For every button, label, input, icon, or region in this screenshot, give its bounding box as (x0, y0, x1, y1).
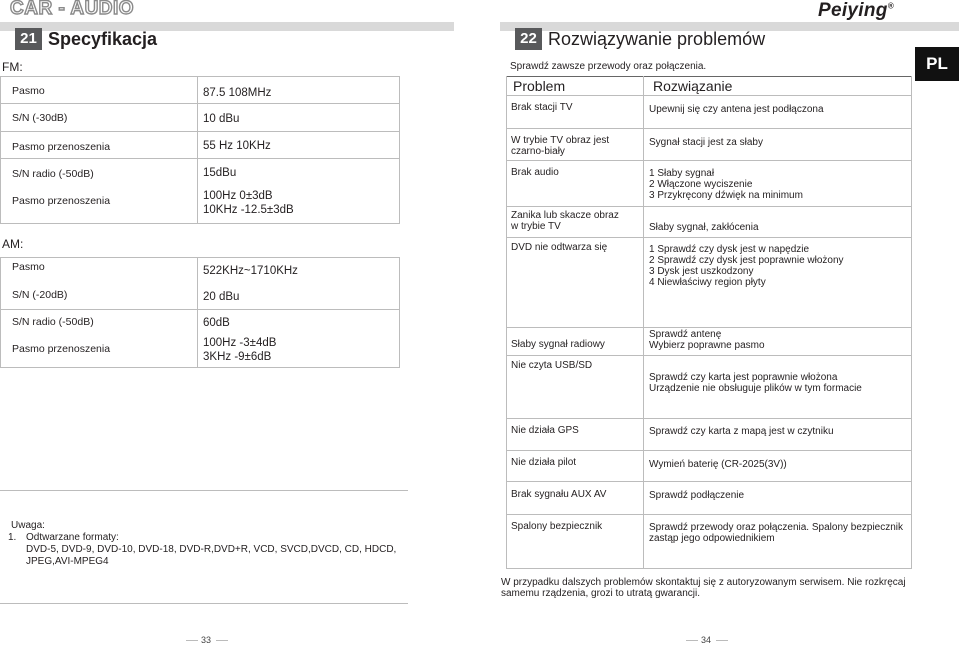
table-line (506, 514, 912, 515)
table-line (506, 418, 912, 419)
notes-divider (0, 603, 408, 604)
spec-label: Pasmo przenoszenia (12, 195, 111, 207)
solution-cell: Sprawdź podłączenie (649, 490, 745, 501)
table-line (506, 237, 912, 238)
header-title: CAR - AUDIO (10, 0, 135, 19)
solution-cell: Sprawdź przewody oraz połączenia. Spalony bezpiecznik zastąp jego odpowiednikiem (649, 522, 904, 544)
spec-label: S/N radio (-50dB) (12, 316, 94, 328)
spec-label: S/N radio (-50dB) (12, 168, 94, 180)
table-line (506, 76, 507, 568)
problem-cell: Brak sygnału AUX AV (511, 489, 607, 500)
spec-value: 100Hz 0±3dB 10KHz -12.5±3dB (203, 190, 294, 216)
problem-cell: Nie czyta USB/SD (511, 360, 593, 371)
page-number-dash (716, 640, 728, 641)
problem-cell: Brak stacji TV (511, 102, 573, 113)
notes-number: 1. (8, 532, 17, 543)
table-line (506, 160, 912, 161)
spec-line (0, 257, 1, 367)
solution-cell: Wymień baterię (CR-2025(3V)) (649, 459, 787, 470)
solution-cell: 1 Słaby sygnał 2 Włączone wyciszenie 3 Przykręcony dźwięk na minimum (649, 168, 803, 201)
spec-label: Pasmo przenoszenia (12, 141, 111, 153)
solution-cell: Sprawdź antenę Wybierz poprawne pasmo (649, 329, 765, 351)
problem-cell: Nie działa GPS (511, 425, 579, 436)
section-title-spec: Specyfikacja (48, 29, 158, 49)
table-line (643, 76, 644, 568)
spec-value: 60dB (203, 317, 230, 329)
column-header-problem: Problem (513, 78, 566, 94)
table-line (506, 95, 912, 96)
spec-value: 10 dBu (203, 113, 240, 125)
spec-line (0, 76, 400, 77)
spec-line (197, 257, 198, 367)
spec-line (0, 131, 400, 132)
problem-cell: Brak audio (511, 167, 559, 178)
solution-cell: Słaby sygnał, zakłócenia (649, 222, 759, 233)
spec-label: S/N (-30dB) (12, 112, 68, 124)
table-line (506, 128, 912, 129)
spec-line (0, 76, 1, 223)
spec-value: 100Hz -3±4dB 3KHz -9±6dB (203, 337, 277, 363)
problem-cell: DVD nie odtwarza się (511, 242, 608, 253)
solution-cell: 1 Sprawdź czy dysk jest w napędzie 2 Sprawdź czy dysk jest poprawnie włożony 3 Dysk jest uszkodzony 4 Niewłaściwy region płyty (649, 244, 844, 288)
spec-value: 87.5 108MHz (203, 87, 272, 99)
section-number-21: 21 (15, 28, 42, 50)
spec-line (0, 158, 400, 159)
table-line (506, 568, 912, 569)
spec-line (399, 257, 400, 367)
solution-cell: Sprawdź czy karta jest poprawnie włożona Urządzenie nie obsługuje plików w tym formacie (649, 372, 862, 394)
spec-label: Pasmo przenoszenia (12, 343, 111, 355)
intro-text: Sprawdź zawsze przewody oraz połączenia. (510, 61, 707, 72)
notes-title: Uwaga: (11, 520, 45, 531)
spec-label: S/N (-20dB) (12, 289, 68, 301)
problem-cell: Spalony bezpiecznik (511, 521, 603, 532)
notes-line: Odtwarzane formaty: (26, 532, 119, 543)
solution-cell: Sprawdź czy karta z mapą jest w czytniku (649, 426, 834, 437)
spec-value: 55 Hz 10KHz (203, 140, 271, 152)
spec-label: Pasmo (12, 85, 45, 97)
spec-value: 20 dBu (203, 291, 240, 303)
am-label: AM: (2, 237, 24, 251)
column-header-solution: Rozwiązanie (653, 78, 733, 94)
spec-line (0, 103, 400, 104)
solution-cell: Upewnij się czy antena jest podłączona (649, 104, 824, 115)
table-line (506, 355, 912, 356)
problem-cell: Słaby sygnał radiowy (511, 339, 605, 350)
spec-value: 15dBu (203, 167, 237, 179)
section-title-troubleshooting: Rozwiązywanie problemów (548, 29, 766, 49)
page-number-dash (216, 640, 228, 641)
spec-line (0, 257, 400, 258)
page-number-dash (186, 640, 198, 641)
problem-cell: Zanika lub skacze obraz w trybie TV (511, 210, 619, 232)
fm-label: FM: (2, 60, 23, 74)
table-line (506, 206, 912, 207)
table-line (506, 481, 912, 482)
language-tab: PL (915, 47, 959, 81)
table-line (506, 450, 912, 451)
problem-cell: Nie działa pilot (511, 457, 577, 468)
page-number-left: 33 (201, 635, 212, 645)
table-line (911, 76, 912, 568)
spec-value: 522KHz~1710KHz (203, 265, 298, 277)
notes-divider (0, 490, 408, 491)
section-number-22: 22 (515, 28, 542, 50)
page-number-right: 34 (701, 635, 712, 645)
spec-line (0, 309, 400, 310)
spec-line (197, 76, 198, 223)
spec-line (0, 367, 400, 368)
solution-cell: Sygnał stacji jest za słaby (649, 137, 763, 148)
brand-logo: Peiying® (818, 0, 894, 21)
table-line (506, 327, 912, 328)
page-number-dash (686, 640, 698, 641)
table-line (506, 76, 912, 77)
problem-cell: W trybie TV obraz jest czarno-biały (511, 135, 610, 157)
spec-label: Pasmo (12, 261, 45, 273)
notes-line: JPEG,AVI-MPEG4 (26, 556, 109, 567)
notes-line: DVD-5, DVD-9, DVD-10, DVD-18, DVD-R,DVD+R, VCD, SVCD,DVCD, CD, HDCD, (26, 544, 397, 555)
footer-note: W przypadku dalszych problemów skontaktuj się z autoryzowanym serwisem. Nie rozkręcaj samemu rządzenia, grozi to utratą gwarancji. (501, 577, 906, 599)
spec-line (0, 223, 400, 224)
spec-line (399, 76, 400, 223)
